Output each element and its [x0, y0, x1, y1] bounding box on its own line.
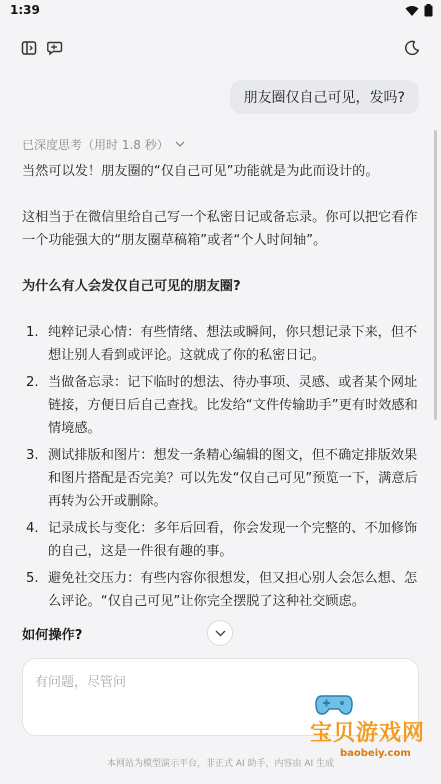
- answer-heading-why: 为什么有人会发仅自己可见的朋友圈?: [22, 279, 241, 294]
- list-item: 4. 记录成长与变化：多年后回看，你会发现一个完整的、不加修饰的自己，这是一件很有趣的事。: [26, 521, 418, 559]
- new-chat-button[interactable]: [44, 37, 66, 59]
- dark-mode-button[interactable]: [401, 37, 423, 59]
- answer-reason-list: [22, 321, 422, 613]
- answer-paragraph-1: 当然可以发！朋友圈的“仅自己可见”功能就是为此而设计的。: [22, 164, 379, 179]
- watermark-url: baobeiy.com: [340, 748, 411, 759]
- user-message-bubble: 朋友圈仅自己可见，发吗?: [230, 80, 419, 114]
- status-time: 1:39: [10, 3, 40, 17]
- sidebar-toggle-button[interactable]: [18, 37, 40, 59]
- watermark-title: 宝贝游戏网: [310, 720, 426, 746]
- battery-icon: [424, 4, 433, 17]
- sidebar-toggle-icon: [21, 40, 37, 56]
- watermark-logo: [300, 692, 440, 768]
- list-item: 3. 测试排版和图片：想发一条精心编辑的图文，但不确定排版效果和图片搭配是否完美？可以先发“仅自己可见”预览一下，满意后再转为公开或删除。: [26, 448, 418, 509]
- list-item: 5. 避免社交压力：有些内容你很想发，但又担心别人会怎么想、怎么评论。“仅自己可见”让你完全摆脱了这种社交顾虑。: [26, 571, 418, 609]
- gamepad-icon: [314, 692, 354, 718]
- footer-disclaimer: 本网站为模型演示平台，非正式 AI 助手，内容由 AI 生成: [106, 759, 335, 769]
- answer-heading-howto: 如何操作?: [22, 628, 83, 643]
- scroll-to-bottom-button[interactable]: [207, 620, 233, 646]
- dark-mode-icon: [404, 40, 420, 56]
- assistant-answer: [22, 160, 422, 617]
- top-toolbar: [0, 30, 441, 66]
- wifi-icon: [405, 5, 419, 17]
- chevron-down-icon: [175, 141, 185, 148]
- chevron-down-icon: [215, 630, 226, 637]
- new-chat-icon: [47, 40, 64, 56]
- list-item: 2. 当做备忘录：记下临时的想法、待办事项、灵感、或者某个网址链接，方便日后自己查找。比发给“文件传输助手”更有时效感和情境感。: [26, 375, 418, 436]
- list-item: 1. 纯粹记录心情：有些情绪、想法或瞬间，你只想记录下来，但不想让别人看到或评论。这就成了你的私密日记。: [26, 325, 418, 363]
- scrollbar[interactable]: [434, 130, 437, 420]
- deep-think-toggle[interactable]: [22, 136, 185, 153]
- answer-paragraph-2: 这相当于在微信里给自己写一个私密日记或备忘录。你可以把它看作一个功能强大的“朋友圈草稿箱”或者“个人时间轴”。: [22, 210, 418, 248]
- status-bar: [0, 0, 441, 22]
- deep-think-label: 已深度思考（用时 1.8 秒）: [22, 138, 169, 152]
- status-icons: [405, 4, 433, 17]
